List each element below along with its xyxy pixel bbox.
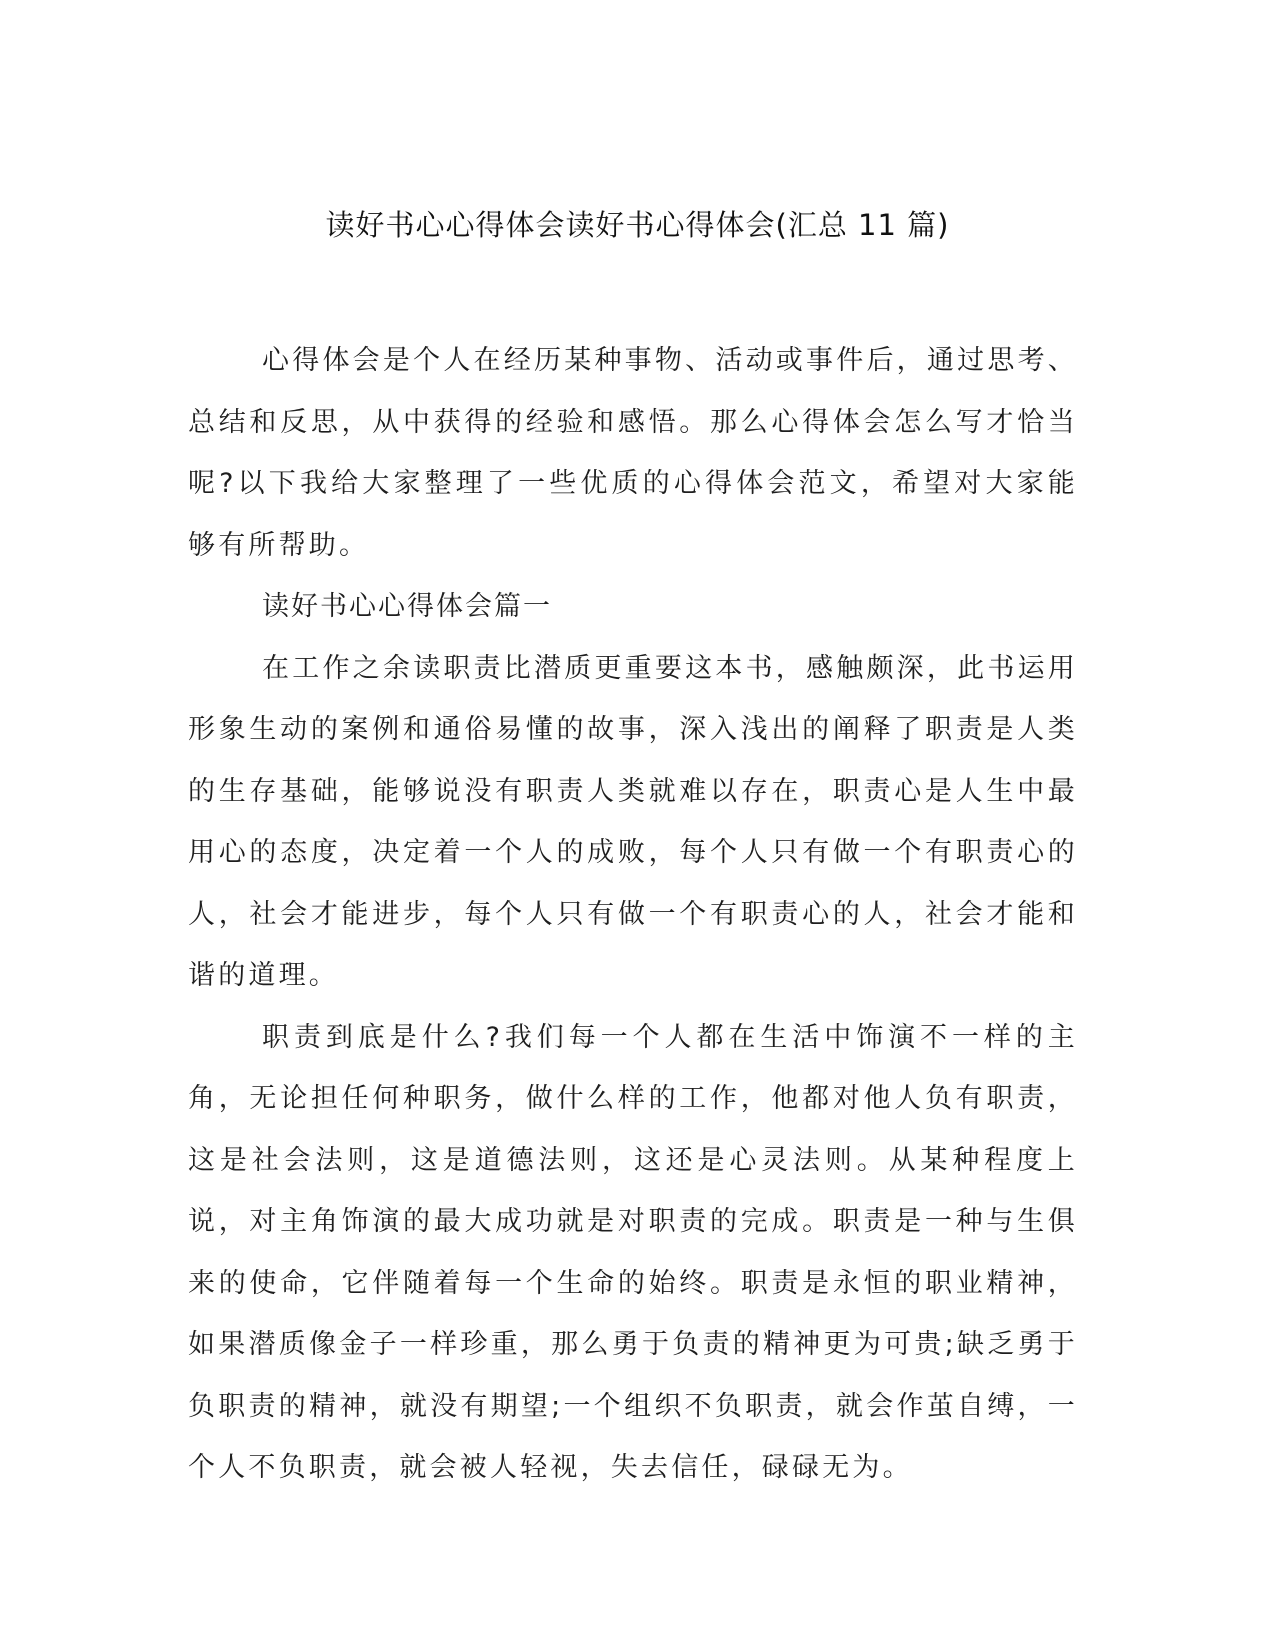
document-body <box>188 330 1078 1499</box>
section-heading: 读好书心心得体会篇一 <box>262 591 552 622</box>
body-paragraph: 职责到底是什么?我们每一个人都在生活中饰演不一样的主角，无论担任何种职务，做什么样的工作，他都对他人负有职责，这是社会法则，这是道德法则，这还是心灵法则。从某种程度上说，对主角饰演的最大成功就是对职责的完成。职责是一种与生俱来的使命，它伴随着每一个生命的始终。职责是永恒的职业精神，如果潜质像金子一样珍重，那么勇于负责的精神更为可贵;缺乏勇于负职责的精神，就没有期望;一个组织不负职责，就会作茧自缚，一个人不负职责，就会被人轻视，失去信任，碌碌无为。 <box>188 1021 1078 1483</box>
intro-paragraph: 心得体会是个人在经历某种事物、活动或事件后，通过思考、总结和反思，从中获得的经验和感悟。那么心得体会怎么写才恰当呢?以下我给大家整理了一些优质的心得体会范文，希望对大家能够有所帮助。 <box>188 345 1078 561</box>
body-paragraph: 在工作之余读职责比潜质更重要这本书，感触颇深，此书运用形象生动的案例和通俗易懂的故事，深入浅出的阐释了职责是人类的生存基础，能够说没有职责人类就难以存在，职责心是人生中最用心的态度，决定着一个人的成败，每个人只有做一个有职责心的人，社会才能进步，每个人只有做一个有职责心的人，社会才能和谐的道理。 <box>188 652 1078 991</box>
document-title: 读好书心心得体会读好书心得体会(汇总 11 篇) <box>325 208 950 242</box>
